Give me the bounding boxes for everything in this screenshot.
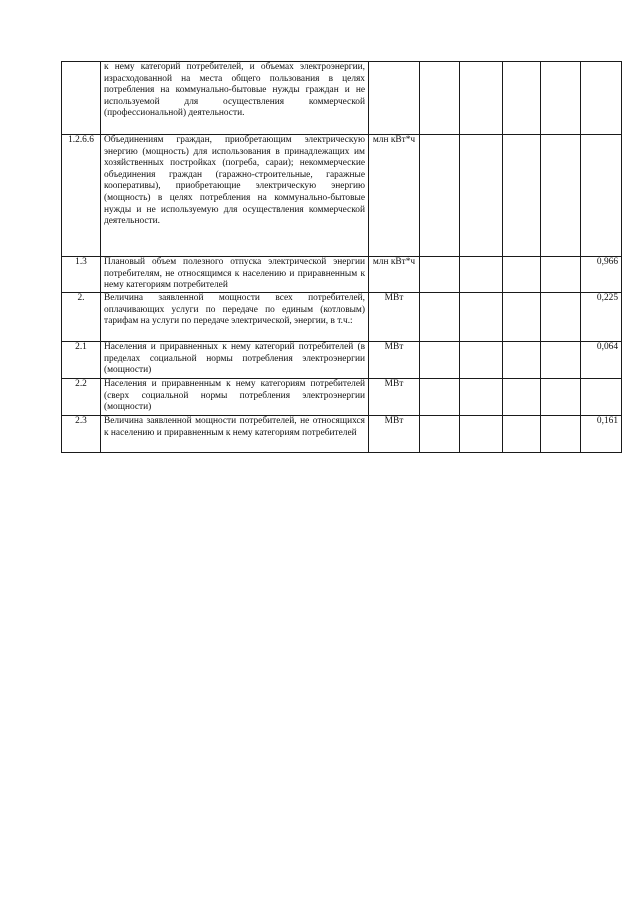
row-description-cell: к нему категорий потребителей, и объемах электроэнергии, израсходованной на места общего пользования в целях потребления на коммунально-бытовые нужды граждан и не используемой для осуществления коммерческой (профессиональной) деятельности. (101, 62, 369, 135)
row-unit-cell: млн кВт*ч (369, 135, 420, 257)
empty-cell (541, 293, 581, 342)
row-number-cell: 1.2.6.6 (62, 135, 101, 257)
row-number-cell: 2.1 (62, 342, 101, 379)
table-row (62, 62, 622, 135)
row-unit-cell: МВт (369, 416, 420, 453)
table-row (62, 342, 622, 379)
empty-cell (541, 135, 581, 257)
row-number-cell: 2.3 (62, 416, 101, 453)
table-row (62, 293, 622, 342)
empty-cell (420, 293, 460, 342)
empty-cell (460, 379, 503, 416)
empty-cell (420, 135, 460, 257)
empty-cell (503, 135, 541, 257)
empty-cell (420, 62, 460, 135)
row-description-cell: Величина заявленной мощности всех потребителей, оплачивающих услуги по передаче по единым (котловым) тарифам на услуги по передаче электрической, энергии, в т.ч.: (101, 293, 369, 342)
empty-cell (460, 293, 503, 342)
row-description-cell: Населения и приравненных к нему категорий потребителей (в пределах социальной нормы потребления электроэнергии (мощности) (101, 342, 369, 379)
empty-cell (420, 379, 460, 416)
row-description-cell: Плановый объем полезного отпуска электрической энергии потребителям, не относящимся к населению и приравненным к нему категориям потребителей (101, 257, 369, 293)
empty-cell (460, 257, 503, 293)
row-number-cell: 1.3 (62, 257, 101, 293)
table-row (62, 135, 622, 257)
empty-cell (541, 62, 581, 135)
empty-cell (420, 257, 460, 293)
empty-cell (503, 342, 541, 379)
row-value-cell: 0,225 (581, 293, 622, 342)
empty-cell (420, 342, 460, 379)
empty-cell (541, 342, 581, 379)
row-value-cell: 0,161 (581, 416, 622, 453)
empty-cell (503, 416, 541, 453)
row-number-cell (62, 62, 101, 135)
table-row (62, 379, 622, 416)
empty-cell (503, 379, 541, 416)
row-unit-cell: МВт (369, 342, 420, 379)
table-row (62, 257, 622, 293)
row-unit-cell: МВт (369, 379, 420, 416)
row-description-cell: Населения и приравненным к нему категориям потребителей (сверх социальной нормы потребления электроэнергии (мощности) (101, 379, 369, 416)
empty-cell (503, 257, 541, 293)
row-value-cell: 0,966 (581, 257, 622, 293)
row-value-cell (581, 379, 622, 416)
empty-cell (460, 62, 503, 135)
empty-cell (503, 293, 541, 342)
empty-cell (420, 416, 460, 453)
row-value-cell (581, 62, 622, 135)
row-value-cell (581, 135, 622, 257)
table-row (62, 416, 622, 453)
empty-cell (460, 342, 503, 379)
empty-cell (503, 62, 541, 135)
empty-cell (541, 416, 581, 453)
row-number-cell: 2.2 (62, 379, 101, 416)
row-unit-cell: МВт (369, 293, 420, 342)
empty-cell (541, 257, 581, 293)
row-description-cell: Объединениям граждан, приобретающим электрическую энергию (мощность) для использования в принадлежащих им хозяйственных постройках (погреба, сараи); некоммерческие объединения граждан (гаражно-строительные, гаражные кооперативы), приобретающие электрическую энергию (мощность) в целях потребления на коммунально-бытовые нужды и не используемую для осуществления коммерческой деятельности. (101, 135, 369, 257)
empty-cell (541, 379, 581, 416)
row-unit-cell: млн кВт*ч (369, 257, 420, 293)
empty-cell (460, 416, 503, 453)
tariff-data-table (61, 61, 622, 453)
row-number-cell: 2. (62, 293, 101, 342)
empty-cell (460, 135, 503, 257)
row-unit-cell (369, 62, 420, 135)
row-description-cell: Величина заявленной мощности потребителей, не относящихся к населению и приравненным к нему категориям потребителей (101, 416, 369, 453)
row-value-cell: 0,064 (581, 342, 622, 379)
